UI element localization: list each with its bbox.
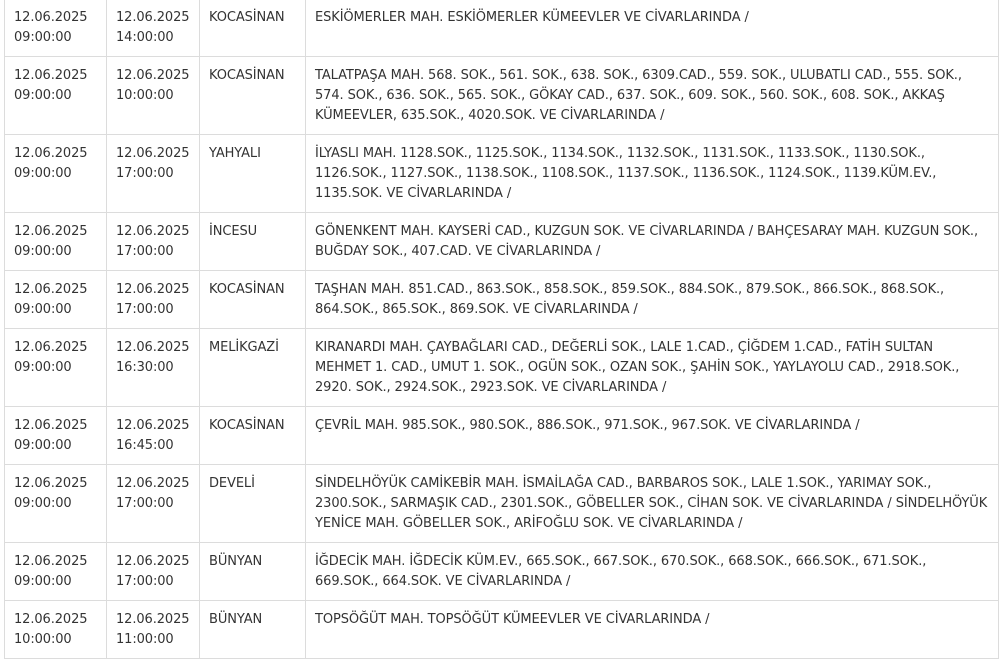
end-date: 12.06.2025 (116, 146, 190, 161)
start-cell (5, 0, 107, 57)
table-row (5, 135, 999, 213)
end-cell (107, 465, 200, 543)
start-cell (5, 329, 107, 407)
location-cell: İLYASLI MAH. 1128.SOK., 1125.SOK., 1134.SOK., 1132.SOK., 1131.SOK., 1133.SOK., 1130.SOK., 1126.SOK., 1127.SOK., 1138.SOK., 1108.SOK., 1137.SOK., 1136.SOK., 1124.SOK., 1139.KÜM.EV., 1135.SOK. VE CİVARLARINDA / (306, 135, 999, 213)
start-date: 12.06.2025 (14, 282, 88, 297)
table-row (5, 543, 999, 601)
end-time: 17:00:00 (116, 166, 174, 181)
end-time: 17:00:00 (116, 574, 174, 589)
district-cell: İNCESU (200, 213, 306, 271)
table-row (5, 57, 999, 135)
end-time: 16:45:00 (116, 438, 174, 453)
location-cell: ESKİÖMERLER MAH. ESKİÖMERLER KÜMEEVLER VE CİVARLARINDA / (306, 0, 999, 57)
end-date: 12.06.2025 (116, 282, 190, 297)
district-cell: KOCASİNAN (200, 57, 306, 135)
start-time: 09:00:00 (14, 360, 72, 375)
start-cell (5, 407, 107, 465)
district-cell: BÜNYAN (200, 543, 306, 601)
district-cell: DEVELİ (200, 465, 306, 543)
outage-table-body (5, 0, 999, 659)
start-cell (5, 543, 107, 601)
end-date: 12.06.2025 (116, 476, 190, 491)
end-date: 12.06.2025 (116, 224, 190, 239)
end-time: 17:00:00 (116, 244, 174, 259)
table-row (5, 329, 999, 407)
end-time: 17:00:00 (116, 302, 174, 317)
end-time: 11:00:00 (116, 632, 174, 647)
start-cell (5, 465, 107, 543)
start-date: 12.06.2025 (14, 10, 88, 25)
table-row (5, 0, 999, 57)
district-cell: KOCASİNAN (200, 271, 306, 329)
start-cell (5, 271, 107, 329)
start-date: 12.06.2025 (14, 224, 88, 239)
end-date: 12.06.2025 (116, 554, 190, 569)
end-cell (107, 135, 200, 213)
location-cell: KIRANARDI MAH. ÇAYBAĞLARI CAD., DEĞERLİ SOK., LALE 1.CAD., ÇİĞDEM 1.CAD., FATİH SULTAN MEHMET 1. CAD., UMUT 1. SOK., OGÜN SOK., OZAN SOK., ŞAHİN SOK., YAYLAYOLU CAD., 2918.SOK., 2920. SOK., 2924.SOK., 2923.SOK. VE CİVARLARINDA / (306, 329, 999, 407)
start-time: 09:00:00 (14, 496, 72, 511)
table-row (5, 601, 999, 659)
end-date: 12.06.2025 (116, 418, 190, 433)
location-cell: TALATPAŞA MAH. 568. SOK., 561. SOK., 638. SOK., 6309.CAD., 559. SOK., ULUBATLI CAD., 555. SOK., 574. SOK., 636. SOK., 565. SOK., GÖKAY CAD., 637. SOK., 609. SOK., 560. SOK., 608. SOK., AKKAŞ KÜMEEVLER, 635.SOK., 4020.SOK. VE CİVARLARINDA / (306, 57, 999, 135)
start-time: 09:00:00 (14, 88, 72, 103)
start-date: 12.06.2025 (14, 146, 88, 161)
district-cell: KOCASİNAN (200, 407, 306, 465)
table-row (5, 465, 999, 543)
start-date: 12.06.2025 (14, 612, 88, 627)
end-date: 12.06.2025 (116, 340, 190, 355)
end-cell (107, 407, 200, 465)
end-date: 12.06.2025 (116, 612, 190, 627)
start-time: 10:00:00 (14, 632, 72, 647)
end-time: 16:30:00 (116, 360, 174, 375)
location-cell: TAŞHAN MAH. 851.CAD., 863.SOK., 858.SOK., 859.SOK., 884.SOK., 879.SOK., 866.SOK., 868.SOK., 864.SOK., 865.SOK., 869.SOK. VE CİVARLARINDA / (306, 271, 999, 329)
location-cell: GÖNENKENT MAH. KAYSERİ CAD., KUZGUN SOK. VE CİVARLARINDA / BAHÇESARAY MAH. KUZGUN SOK., BUĞDAY SOK., 407.CAD. VE CİVARLARINDA / (306, 213, 999, 271)
start-time: 09:00:00 (14, 438, 72, 453)
start-time: 09:00:00 (14, 574, 72, 589)
end-cell (107, 601, 200, 659)
end-date: 12.06.2025 (116, 10, 190, 25)
end-date: 12.06.2025 (116, 68, 190, 83)
start-time: 09:00:00 (14, 302, 72, 317)
start-cell (5, 601, 107, 659)
end-cell (107, 57, 200, 135)
end-time: 10:00:00 (116, 88, 174, 103)
start-time: 09:00:00 (14, 30, 72, 45)
location-cell: SİNDELHÖYÜK CAMİKEBİR MAH. İSMAİLAĞA CAD., BARBAROS SOK., LALE 1.SOK., YARIMAY SOK., 2300.SOK., SARMAŞIK CAD., 2301.SOK., GÖBELLER SOK., CİHAN SOK. VE CİVARLARINDA / SİNDELHÖYÜK YENİCE MAH. GÖBELLER SOK., ARİFOĞLU SOK. VE CİVARLARINDA / (306, 465, 999, 543)
end-cell (107, 213, 200, 271)
start-date: 12.06.2025 (14, 554, 88, 569)
end-cell (107, 329, 200, 407)
end-cell (107, 543, 200, 601)
district-cell: MELİKGAZİ (200, 329, 306, 407)
start-cell (5, 213, 107, 271)
outage-table (4, 0, 999, 659)
location-cell: İĞDECİK MAH. İĞDECİK KÜM.EV., 665.SOK., 667.SOK., 670.SOK., 668.SOK., 666.SOK., 671.SOK., 669.SOK., 664.SOK. VE CİVARLARINDA / (306, 543, 999, 601)
table-row (5, 407, 999, 465)
start-time: 09:00:00 (14, 244, 72, 259)
district-cell: YAHYALI (200, 135, 306, 213)
start-cell (5, 135, 107, 213)
end-cell (107, 271, 200, 329)
start-date: 12.06.2025 (14, 68, 88, 83)
table-row (5, 213, 999, 271)
district-cell: KOCASİNAN (200, 0, 306, 57)
start-date: 12.06.2025 (14, 476, 88, 491)
location-cell: TOPSÖĞÜT MAH. TOPSÖĞÜT KÜMEEVLER VE CİVARLARINDA / (306, 601, 999, 659)
location-cell: ÇEVRİL MAH. 985.SOK., 980.SOK., 886.SOK., 971.SOK., 967.SOK. VE CİVARLARINDA / (306, 407, 999, 465)
start-date: 12.06.2025 (14, 340, 88, 355)
start-date: 12.06.2025 (14, 418, 88, 433)
start-cell (5, 57, 107, 135)
start-time: 09:00:00 (14, 166, 72, 181)
table-row (5, 271, 999, 329)
end-time: 14:00:00 (116, 30, 174, 45)
end-time: 17:00:00 (116, 496, 174, 511)
district-cell: BÜNYAN (200, 601, 306, 659)
end-cell (107, 0, 200, 57)
